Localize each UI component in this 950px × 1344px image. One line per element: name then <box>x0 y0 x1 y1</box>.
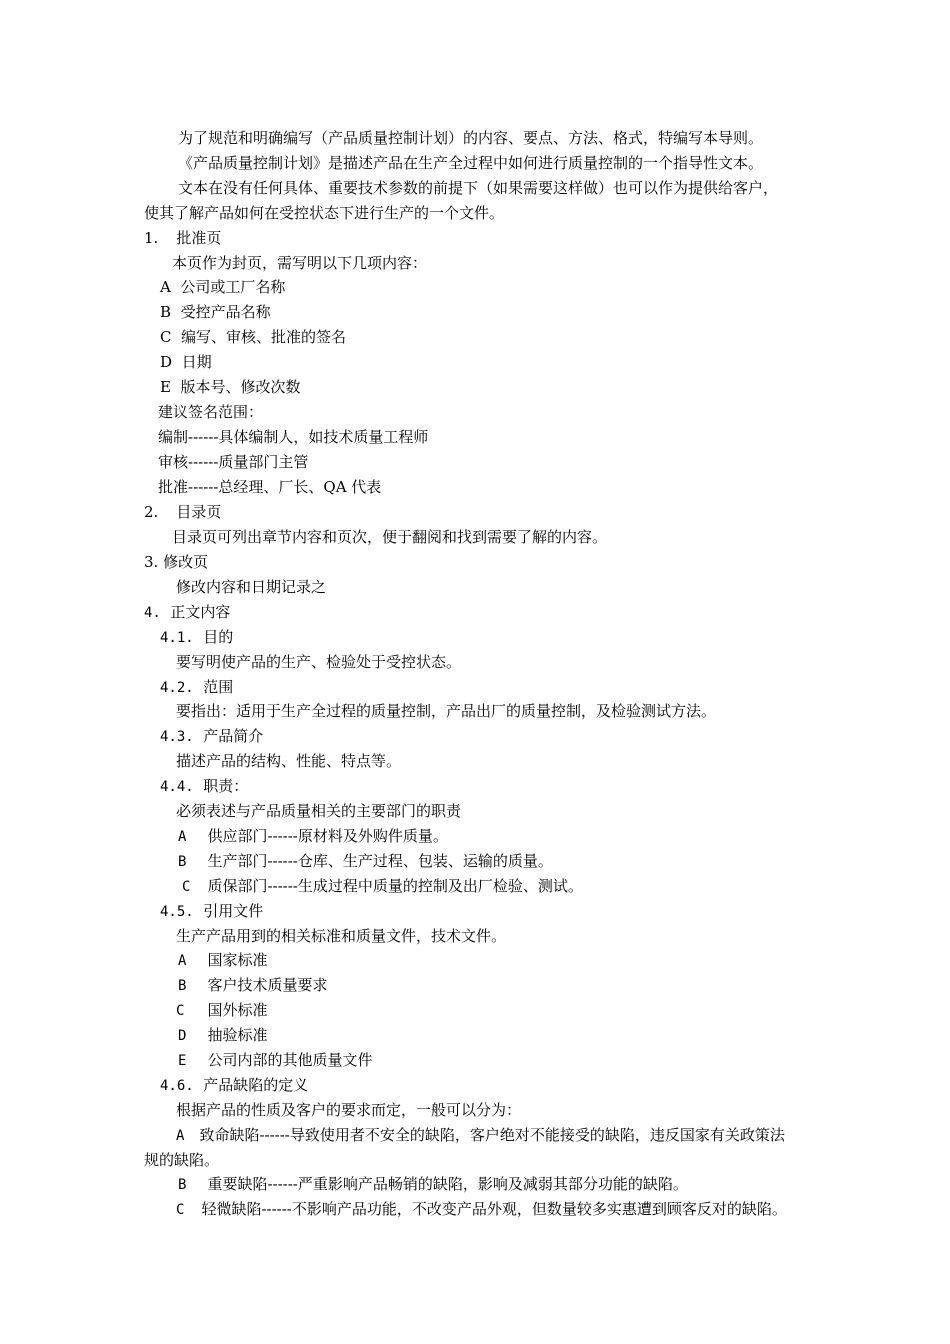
list-item: E 公司内部的其他质量文件 <box>178 1051 373 1069</box>
subsection-4-1-desc: 要写明使产品的生产、检验处于受控状态。 <box>176 653 462 671</box>
intro-paragraph-2: 《产品质量控制计划》是描述产品在生产全过程中如何进行质量控制的一个指导性文本。 <box>178 154 764 172</box>
subsection-4-2-heading: 4.2. 范围 <box>160 678 234 696</box>
role-line: 批准------总经理、厂长、QA 代表 <box>158 478 382 496</box>
subsection-4-6-desc: 根据产品的性质及客户的要求而定，一般可以分为： <box>176 1101 522 1119</box>
section-4-heading: 4. 正文内容 <box>144 603 231 621</box>
list-item: D 抽验标准 <box>178 1026 268 1044</box>
section-number: 1. <box>144 229 159 247</box>
intro-paragraph-3-cont: 使其了解产品如何在受控状态下进行生产的一个文件。 <box>144 204 505 222</box>
role-line: 编制------具体编制人，如技术质量工程师 <box>158 428 429 446</box>
list-item: C 编写、审核、批准的签名 <box>160 328 347 346</box>
section-1-heading <box>144 228 221 248</box>
section-2-heading: 2. 目录页 <box>144 503 222 521</box>
list-item: A 国家标准 <box>178 951 268 969</box>
list-item: B 重要缺陷------严重影响产品畅销的缺陷，影响及减弱其部分功能的缺陷。 <box>178 1175 688 1193</box>
subsection-4-2-desc: 要指出：适用于生产全过程的质量控制，产品出厂的质量控制，及检验测试方法。 <box>176 702 717 720</box>
section-3-heading: 3. 修改页 <box>144 553 209 571</box>
role-line: 审核------质量部门主管 <box>158 453 309 471</box>
list-item: C 质保部门------生成过程中质量的控制及出厂检验、测试。 <box>182 877 583 895</box>
list-item: C 轻微缺陷------不影响产品功能，不改变产品外观，但数量较多实惠遭到顾客反对的缺陷。 <box>176 1200 787 1218</box>
subsection-4-4-desc: 必须表述与产品质量相关的主要部门的职责 <box>176 802 462 820</box>
list-item: B 客户技术质量要求 <box>178 976 328 994</box>
subsection-4-3-desc: 描述产品的结构、性能、特点等。 <box>176 752 402 770</box>
list-item-cont: 规的缺陷。 <box>144 1151 220 1169</box>
subsection-4-5-desc: 生产产品用到的相关标准和质量文件，技术文件。 <box>176 927 507 945</box>
intro-paragraph-1: 为了规范和明确编写（产品质量控制计划）的内容、要点、方法、格式，特编写本导则。 <box>178 129 764 147</box>
subsection-4-5-heading: 4.5. 引用文件 <box>160 902 264 920</box>
list-item: C 国外标准 <box>176 1001 268 1019</box>
subsection-4-3-heading: 4.3. 产品简介 <box>160 727 264 745</box>
section-1-desc: 本页作为封页，需写明以下几项内容： <box>172 254 428 272</box>
section-title: 批准页 <box>176 229 222 247</box>
section-2-desc: 目录页可列出章节内容和页次，便于翻阅和找到需要了解的内容。 <box>172 528 608 546</box>
signature-scope-label: 建议签名范围： <box>158 403 264 421</box>
intro-paragraph-3: 文本在没有任何具体、重要技术参数的前提下（如果需要这样做）也可以作为提供给客户， <box>178 179 779 197</box>
subsection-4-4-heading: 4.4. 职责： <box>160 777 249 795</box>
subsection-4-1-heading: 4.1. 目的 <box>160 628 234 646</box>
list-item: B 生产部门------仓库、生产过程、包装、运输的质量。 <box>178 852 553 870</box>
section-3-desc: 修改内容和日期记录之 <box>176 578 327 596</box>
list-item: D 日期 <box>160 353 212 371</box>
list-item: E 版本号、修改次数 <box>160 378 301 396</box>
list-item: A 致命缺陷------导致使用者不安全的缺陷，客户绝对不能接受的缺陷，违反国家有关政策法 <box>176 1126 785 1144</box>
subsection-4-6-heading: 4.6. 产品缺陷的定义 <box>160 1076 309 1094</box>
list-item: A 供应部门------原材料及外购件质量。 <box>178 827 448 845</box>
list-item: B 受控产品名称 <box>160 303 271 321</box>
list-item: A 公司或工厂名称 <box>160 278 286 296</box>
